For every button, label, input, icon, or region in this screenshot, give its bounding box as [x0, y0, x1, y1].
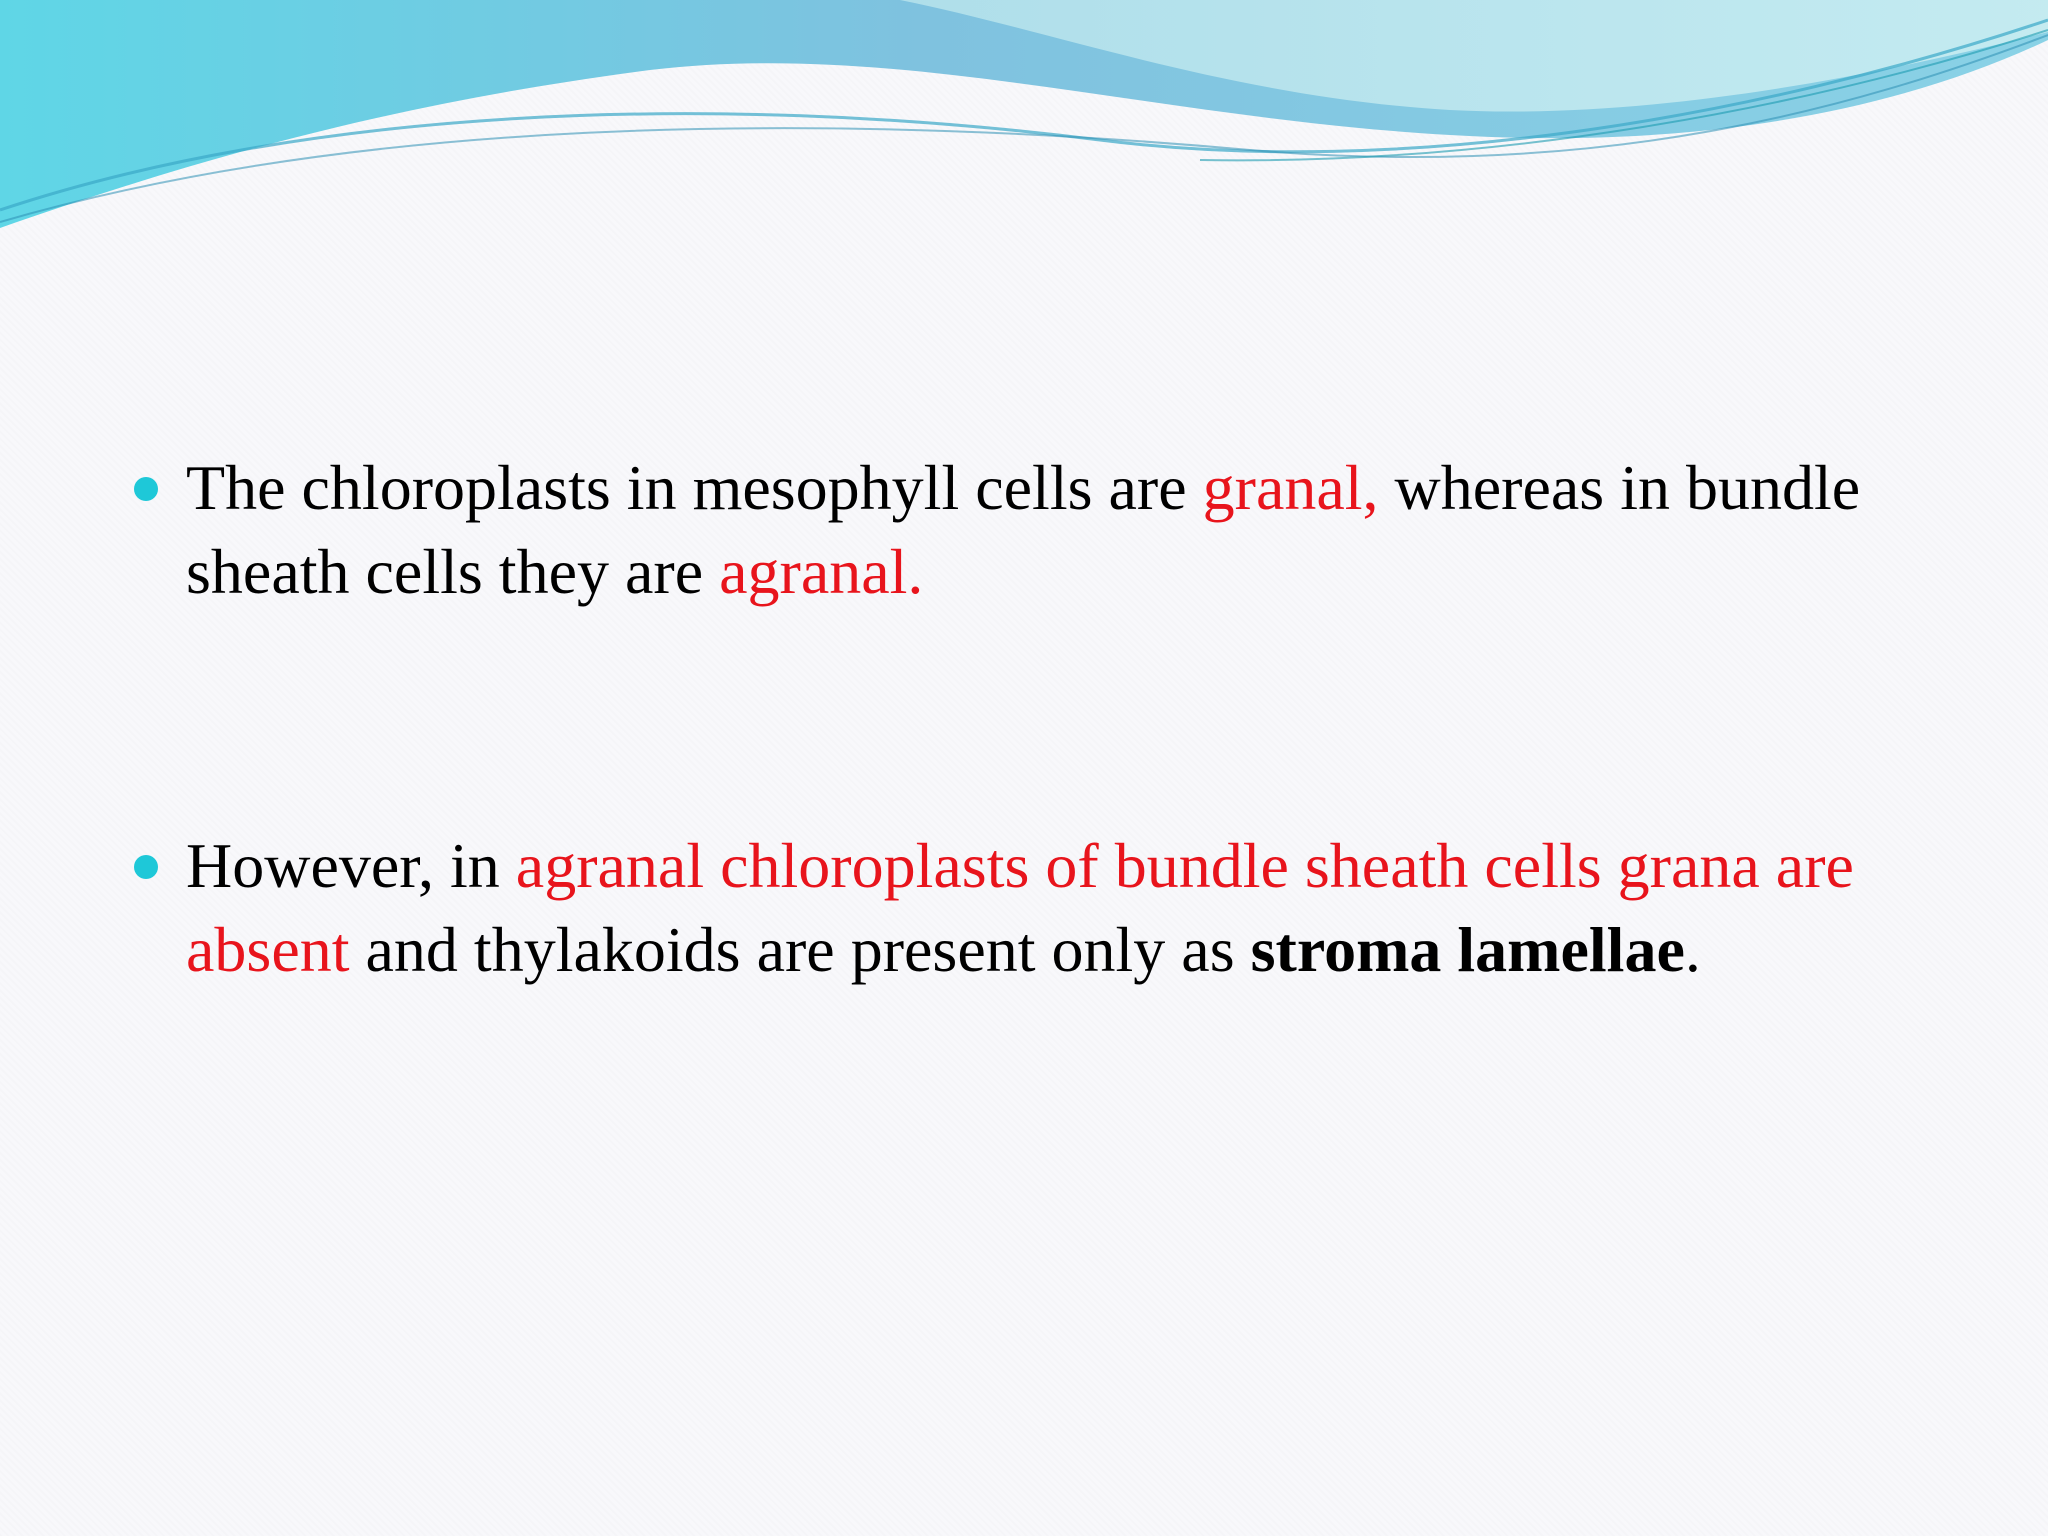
bullet-2-text-period: .: [1684, 914, 1701, 985]
bullet-2-highlight-agranal-chloroplasts: agranal chloroplasts of bundle sheath cells grana are absent: [186, 830, 1854, 985]
bullet-1-highlight-agranal: agranal.: [719, 536, 924, 607]
bullet-item-2: [186, 824, 1906, 992]
bullet-item-1: [186, 446, 1906, 614]
bullet-1-text-2: whereas in bundle sheath cells they are: [186, 452, 1861, 607]
bullet-2-text-1: However, in: [186, 830, 516, 901]
bullet-dot-icon: [134, 477, 158, 501]
bullet-2-text-2: and thylakoids are present only as: [349, 914, 1251, 985]
bullet-dot-icon: [134, 855, 158, 879]
bullet-2-bold-stroma-lamellae: stroma lamellae: [1250, 914, 1685, 985]
bullet-1-highlight-granal: granal,: [1202, 452, 1379, 523]
bullet-1-text-1: The chloroplasts in mesophyll cells are: [186, 452, 1203, 523]
